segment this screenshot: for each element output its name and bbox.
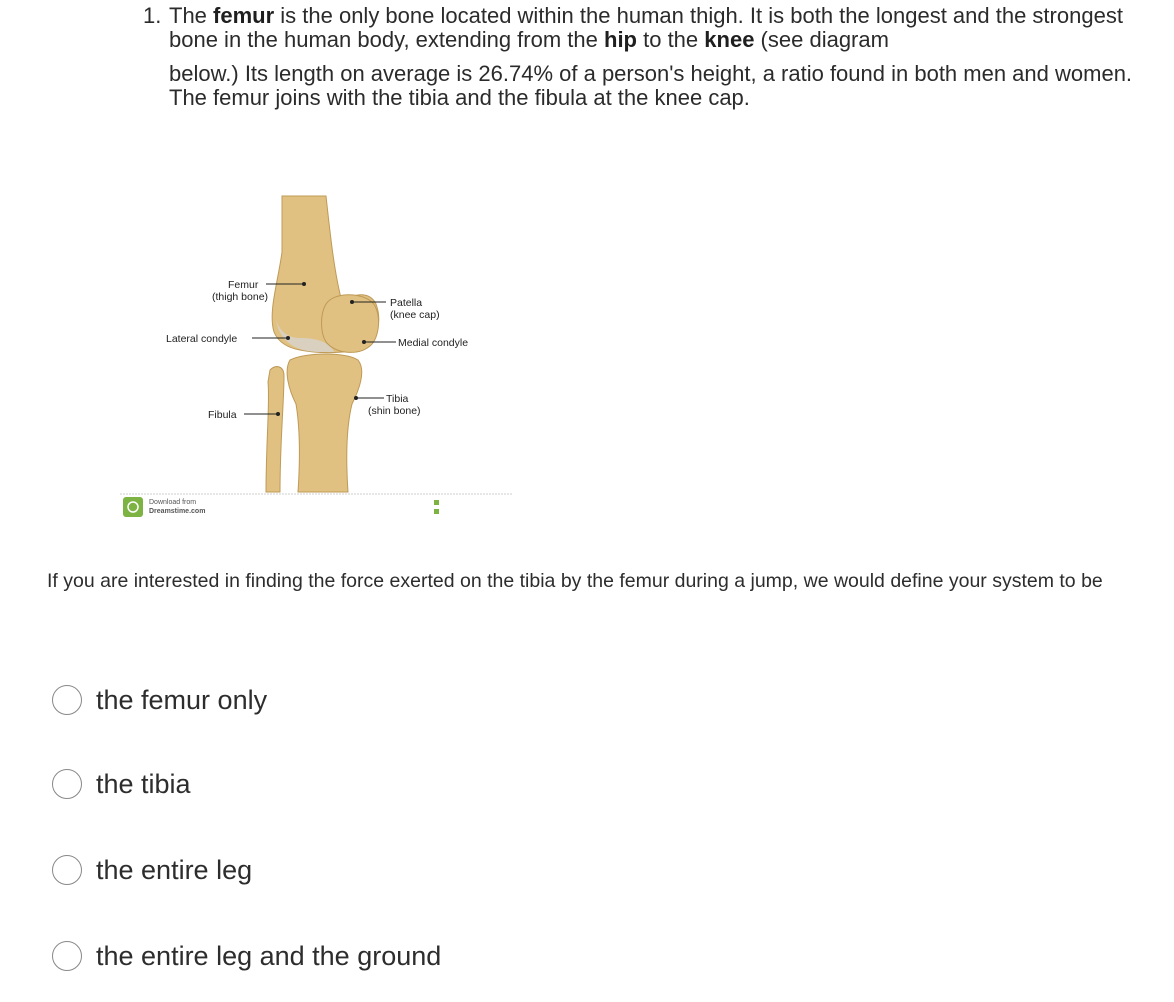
label-lateral-condyle: Lateral condyle [166,333,238,345]
dot-tibia [354,396,358,400]
option-tibia[interactable] [52,766,191,802]
knee-diagram-svg [120,192,515,524]
dot-fibula [276,412,280,416]
knee-diagram [120,192,515,524]
option-label: the femur only [96,684,268,715]
radio-button[interactable] [52,685,82,715]
watermark-badge-small-1-icon [434,500,439,505]
label-fibula: Fibula [208,409,237,421]
intro-text-d: (see diagram [754,27,889,52]
option-label: the tibia [96,768,191,799]
label-femur: Femur [228,279,259,291]
option-label: the entire leg and the ground [96,940,442,971]
label-patella-sub: (knee cap) [390,309,440,321]
intro-text-c: to the [637,27,705,52]
intro-text-a: The [169,3,214,28]
dot-femur [302,282,306,286]
watermark-line-1: Download from [149,499,197,506]
label-tibia: Tibia [386,393,409,405]
term-knee: knee [704,27,755,52]
option-entire-leg[interactable] [52,852,252,888]
dot-lateral [286,336,290,340]
fibula-shape [266,367,284,492]
patella-shape [322,295,379,353]
intro-text-b: is the only bone located within the human thigh. It is both the longest and the strongest bone in the human body, extending from the [169,3,1123,52]
watermark-badge-small-2-icon [434,509,439,514]
label-femur-sub: (thigh bone) [212,291,269,303]
tibia-shape [287,354,362,492]
option-label: the entire leg [96,854,253,885]
label-medial-condyle: Medial condyle [398,337,469,349]
option-femur-only[interactable] [52,682,267,718]
label-patella: Patella [390,297,423,309]
dreamstime-logo-icon [123,497,143,517]
watermark-line-2: Dreamstime.com [149,508,206,515]
intro-paragraph-1 [169,4,1153,52]
radio-button[interactable] [52,769,82,799]
dot-medial [362,340,366,344]
intro-paragraph-2: below.) Its length on average is 26.74% of a person's height, a ratio found in both men and women. The femur joins with the tibia and the fibula at the knee cap. [169,61,1133,110]
radio-button[interactable] [52,941,82,971]
term-femur: femur [213,3,275,28]
question-prompt: If you are interested in finding the force exerted on the tibia by the femur during a jump, we would define your system to be [47,570,1103,592]
question-number: 1. [143,3,162,28]
label-tibia-sub: (shin bone) [368,405,421,417]
term-hip: hip [604,27,637,52]
question-intro [143,4,1153,120]
option-entire-leg-and-ground[interactable] [52,938,441,974]
dot-patella [350,300,354,304]
radio-button[interactable] [52,855,82,885]
